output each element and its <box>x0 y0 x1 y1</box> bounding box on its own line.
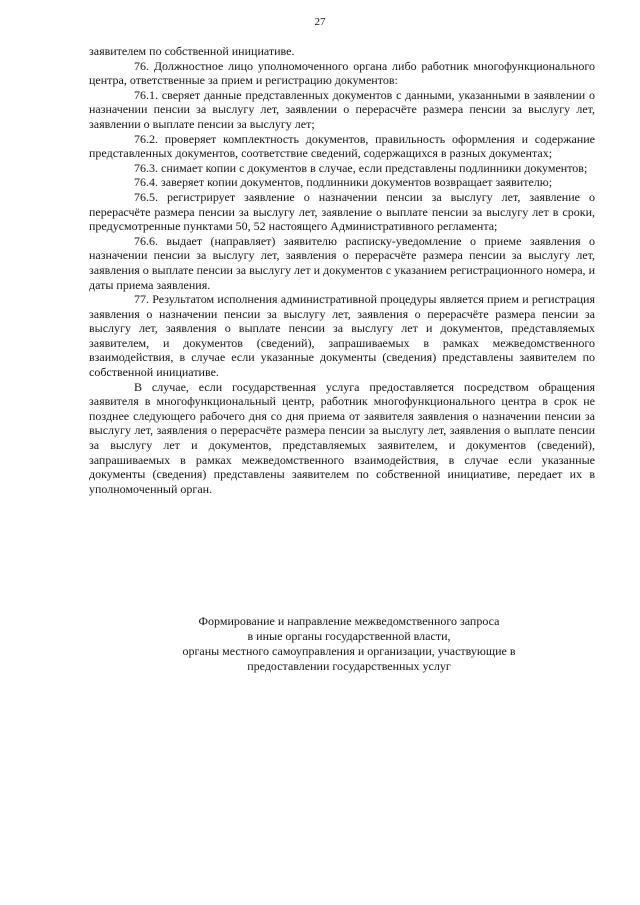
heading-line: предоставлении государственных услуг <box>247 659 451 673</box>
section-heading <box>89 614 609 674</box>
paragraph-mfc-transfer: В случае, если государственная услуга предоставляется посредством обращения заявителя в многофункциональный центр, работник многофункционального центра в срок не позднее следующего рабочего дня со дня приема от заявителя заявления о назначении пенсии за выслугу лет, заявления о перерасчёте размера пенсии за выслугу лет, заявления о выплате пенсии за выслугу лет и документов, представляемых заявителем, и документов (сведений), запрашиваемых в рамках межведомственного взаимодействия, в случае если указанные документы (сведения) представлены заявителем по собственной инициативе, передает их в уполномоченный орган. <box>89 379 595 496</box>
page-number: 27 <box>314 16 326 28</box>
paragraph-77: 77. Результатом исполнения административной процедуры является прием и регистрация заявления о назначении пенсии за выслугу лет, заявления о перерасчёте размера пенсии за выслугу лет, заявления о выплате пенсии за выслугу лет и документов, представляемых заявителем, и документов (сведений), запрашиваемых в рамках межведомственного взаимодействия, в случае если указанные документы (сведения) представлены заявителем по собственной инициативе. <box>89 292 595 380</box>
paragraph-continuation: заявителем по собственной инициативе. <box>89 44 295 58</box>
paragraph-76-3: 76.3. снимает копии с документов в случае, если представлены подлинники документов; <box>134 160 588 175</box>
paragraph-76-4: 76.4. заверяет копии документов, подлинники документов возвращает заявителю; <box>134 175 553 190</box>
paragraph-76-6: 76.6. выдает (направляет) заявителю расписку-уведомление о приеме заявления о назначении пенсии за выслугу лет, заявления о перерасчёте размера пенсии за выслугу лет, заявления о выплате пенсии за выслугу лет и документов с указанием регистрационного номера, и даты приема заявления. <box>89 233 595 292</box>
paragraph-76: 76. Должностное лицо уполномоченного органа либо работник многофункционального центра, ответственные за прием и регистрацию документов: <box>89 58 595 88</box>
heading-line: органы местного самоуправления и организации, участвующие в <box>182 644 516 658</box>
heading-line: Формирование и направление межведомственного запроса <box>198 614 500 628</box>
paragraph-76-2: 76.2. проверяет комплектность документов, правильность оформления и содержание представленных документов, соответствие сведений, содержащихся в разных документах; <box>89 131 595 161</box>
document-body <box>89 44 595 496</box>
paragraph-76-1: 76.1. сверяет данные представленных документов с данными, указанными в заявлении о назначении пенсии за выслугу лет, заявлении о перерасчёте размера пенсии за выслугу лет, заявлении о выплате пенсии за выслугу лет; <box>89 87 595 131</box>
paragraph-76-5: 76.5. регистрирует заявление о назначении пенсии за выслугу лет, заявление о перерасчёте размера пенсии за выслугу лет, заявление о выплате пенсии за выслугу лет в сроки, предусмотренные пунктами 50, 52 настоящего Административного регламента; <box>89 189 595 234</box>
heading-line: в иные органы государственной власти, <box>247 629 451 643</box>
